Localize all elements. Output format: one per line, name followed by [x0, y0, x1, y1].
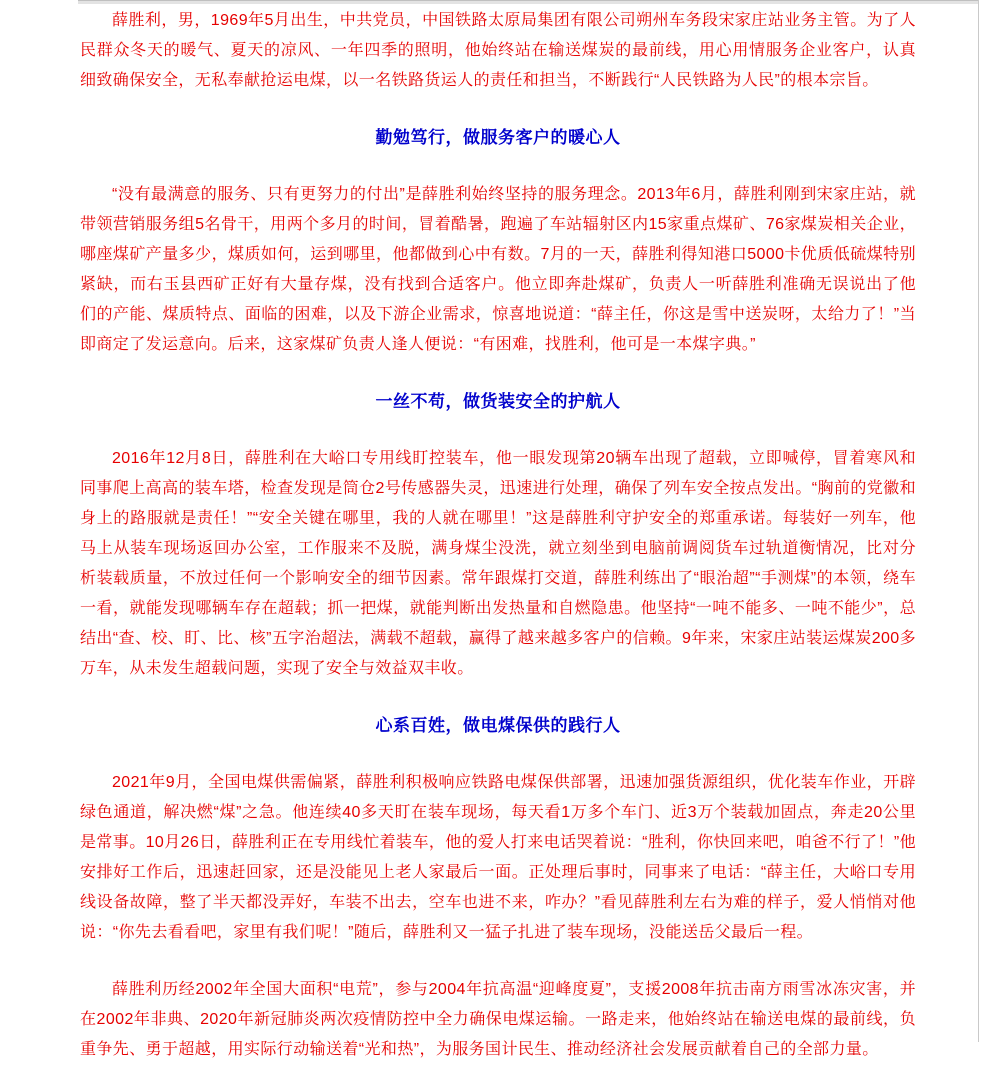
- section-heading-coal-supply: 心系百姓，做电煤保供的践行人: [375, 716, 621, 735]
- closing-paragraph: 薛胜利历经2002年全国大面积“电荒”，参与2004年抗高温“迎峰度夏”，支援2008年抗击南方雨雪冰冻灾害，并在2002年非典、2020年新冠肺炎两次疫情防控中全力确保电煤运输。一路走来，他始终站在输送电煤的最前线，负重争先、勇于超越，用实际行动输送着“光和热”，为服务国计民生、推动经济社会发展贡献着自己的全部力量。: [80, 981, 916, 1058]
- section-heading-service: 勤勉笃行，做服务客户的暖心人: [375, 128, 621, 147]
- page-frame-right-edge: [978, 0, 979, 1042]
- coal-supply-paragraph: 2021年9月，全国电煤供需偏紧，薛胜利积极响应铁路电煤保供部署，迅速加强货源组织，优化装车作业，开辟绿色通道，解决燃“煤”之急。他连续40多天盯在装车现场，每天看1万多个车门、近3万个装载加固点，奔走20公里是常事。10月26日，薛胜利正在专用线忙着装车，他的爱人打来电话哭着说：“胜利，你快回来吧，咱爸不行了！”他安排好工作后，迅速赶回家，还是没能见上老人家最后一面。正处理后事时，同事来了电话：“薛主任，大峪口专用线设备故障，整了半天都没弄好，车装不出去，空车也进不来，咋办？”看见薛胜利左右为难的样子，爱人悄悄对他说：“你先去看看吧，家里有我们呢！”随后，薛胜利又一猛子扎进了装车现场，没能送岳父最后一程。: [80, 774, 916, 941]
- service-paragraph: “没有最满意的服务、只有更努力的付出”是薛胜利始终坚持的服务理念。2013年6月，薛胜利刚到宋家庄站，就带领营销服务组5名骨干，用两个多月的时间，冒着酷暑，跑遍了车站辐射区内15家重点煤矿、76家煤炭相关企业，哪座煤矿产量多少，煤质如何，运到哪里，他都做到心中有数。7月的一天，薛胜利得知港口5000卡优质低硫煤特别紧缺，而右玉县西矿正好有大量存煤，没有找到合适客户。他立即奔赴煤矿，负责人一听薛胜利准确无误说出了他们的产能、煤质特点、面临的困难，以及下游企业需求，惊喜地说道：“薛主任，你这是雪中送炭呀，太给力了！”当即商定了发运意向。后来，这家煤矿负责人逢人便说：“有困难，找胜利，他可是一本煤字典。”: [80, 186, 916, 353]
- intro-paragraph: 薛胜利，男，1969年5月出生，中共党员，中国铁路太原局集团有限公司朔州车务段宋家庄站业务主管。为了人民群众冬天的暖气、夏天的凉风、一年四季的照明，他始终站在输送煤炭的最前线，用心用情服务企业客户，认真细致确保安全，无私奉献抢运电煤，以一名铁路货运人的责任和担当，不断践行“人民铁路为人民”的根本宗旨。: [80, 12, 916, 89]
- article-body: [80, 0, 916, 1065]
- safety-paragraph: 2016年12月8日，薛胜利在大峪口专用线盯控装车，他一眼发现第20辆车出现了超载，立即喊停，冒着寒风和同事爬上高高的装车塔，检查发现是筒仓2号传感器失灵，迅速进行处理，确保了列车安全按点发出。“胸前的党徽和身上的路服就是责任！”“安全关键在哪里，我的人就在哪里！”这是薛胜利守护安全的郑重承诺。每装好一列车，他马上从装车现场返回办公室，工作服来不及脱，满身煤尘没洗，就立刻坐到电脑前调阅货车过轨道衡情况，比对分析装载质量，不放过任何一个影响安全的细节因素。常年跟煤打交道，薛胜利练出了“眼治超”“手测煤”的本领，绕车一看，就能发现哪辆车存在超载；抓一把煤，就能判断出发热量和自燃隐患。他坚持“一吨不能多、一吨不能少”，总结出“查、校、盯、比、核”五字治超法，满载不超载，赢得了越来越多客户的信赖。9年来，宋家庄站装运煤炭200多万车，从未发生超载问题，实现了安全与效益双丰收。: [80, 450, 916, 677]
- section-heading-safety: 一丝不苟，做货装安全的护航人: [375, 392, 621, 411]
